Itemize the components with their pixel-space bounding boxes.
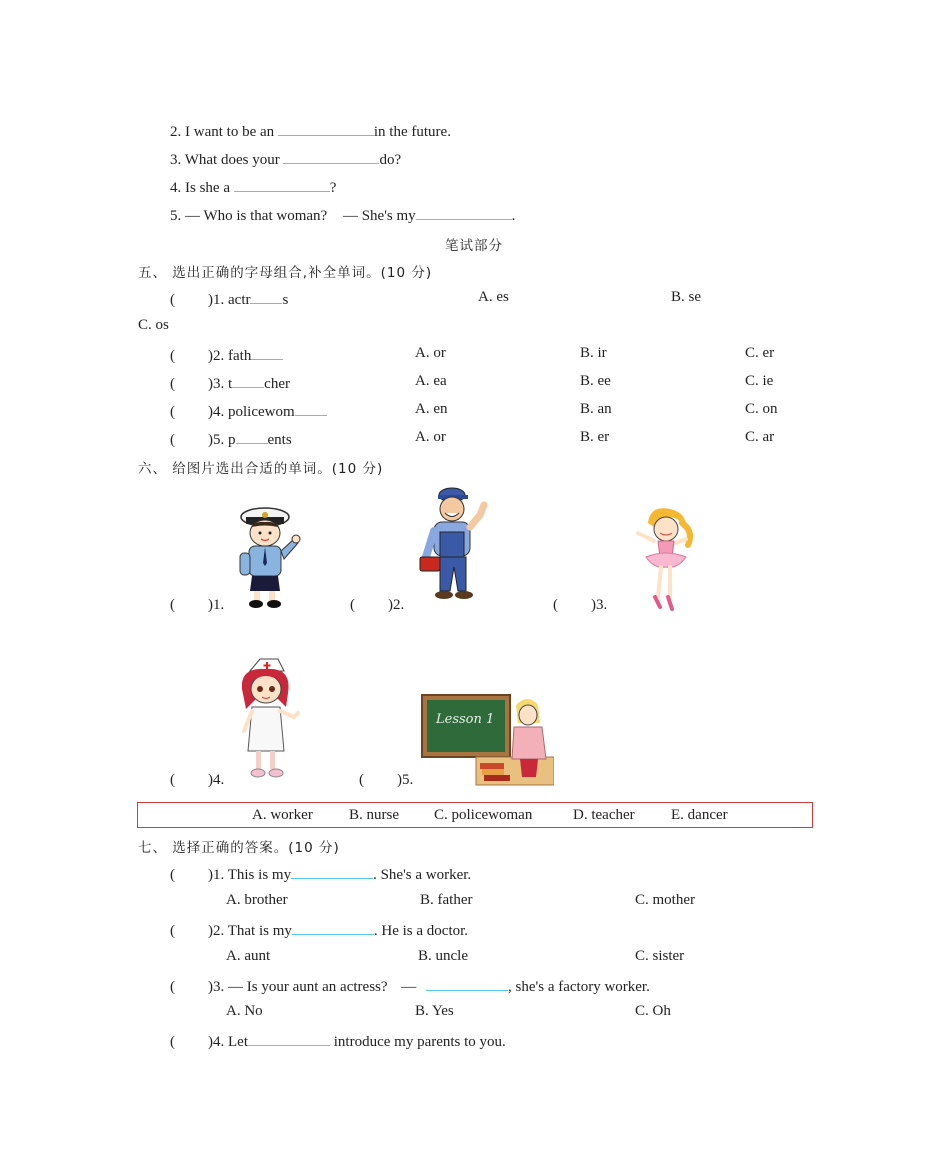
s7-q3-blank[interactable] bbox=[426, 976, 508, 991]
section7-heading: 七、 选择正确的答案。(10 分) bbox=[138, 840, 340, 856]
s6-q1: ( )1. bbox=[170, 597, 225, 613]
s5-item-3-option-b[interactable]: B. ee bbox=[580, 373, 611, 389]
s7-q3: ( )3. — Is your aunt an actress? — , she's a factory worker. bbox=[170, 976, 650, 996]
fill-q3-text: 3. What does your bbox=[170, 152, 284, 168]
s5-item-4-option-c[interactable]: C. on bbox=[745, 401, 778, 417]
fill-q2-text: 2. I want to be an bbox=[170, 124, 278, 140]
fill-q3 bbox=[170, 149, 401, 169]
fill-q3-tail: do? bbox=[379, 152, 402, 168]
s6-q3: ( )3. bbox=[553, 597, 608, 613]
s5-item-3-option-c[interactable]: C. ie bbox=[745, 373, 774, 389]
s7-q3-option-a[interactable]: A. No bbox=[226, 1003, 263, 1019]
option-worker: A. worker bbox=[252, 807, 313, 823]
fill-q2 bbox=[170, 121, 451, 141]
s7-q1-option-b[interactable]: B. father bbox=[420, 892, 473, 908]
s7-q1-option-c[interactable]: C. mother bbox=[635, 892, 695, 908]
s5-item-1-option-b[interactable]: B. se bbox=[671, 289, 701, 305]
s7-q2-option-c[interactable]: C. sister bbox=[635, 948, 685, 964]
option-policewoman: C. policewoman bbox=[434, 807, 533, 823]
fill-q5-text: 5. — Who is that woman? bbox=[170, 208, 328, 224]
teacher-illustration bbox=[420, 693, 554, 787]
s7-q3-option-b[interactable]: B. Yes bbox=[415, 1003, 454, 1019]
s5-item-2: ( )2. fath bbox=[170, 345, 283, 365]
s6-q4: ( )4. bbox=[170, 772, 225, 788]
s5-item-3-option-a[interactable]: A. ea bbox=[415, 373, 447, 389]
policewoman-illustration bbox=[232, 503, 304, 613]
fill-q2-blank[interactable] bbox=[278, 121, 374, 136]
s5-item-4-option-a[interactable]: A. en bbox=[415, 401, 448, 417]
s5-item-5-option-c[interactable]: C. ar bbox=[745, 429, 775, 445]
s7-q2: ( )2. That is my . He is a doctor. bbox=[170, 920, 468, 940]
s7-q4: ( )4. Let introduce my parents to you. bbox=[170, 1031, 506, 1051]
fill-q5-mid: She's my bbox=[357, 208, 416, 224]
nurse-illustration bbox=[236, 655, 304, 783]
written-part-title: 笔试部分 bbox=[445, 238, 503, 254]
s5-item-5: ( )5. p ents bbox=[170, 429, 292, 449]
s5-item-2-blank[interactable] bbox=[251, 345, 283, 360]
fill-q4-blank[interactable] bbox=[234, 177, 330, 192]
section5-heading: 五、 选出正确的字母组合,补全单词。(10 分) bbox=[138, 265, 433, 281]
option-nurse: B. nurse bbox=[349, 807, 399, 823]
fill-q5-tail: . bbox=[511, 208, 516, 224]
s7-q4-blank[interactable] bbox=[248, 1031, 330, 1046]
fill-q5-dash: — bbox=[342, 208, 358, 224]
s7-q2-option-a[interactable]: A. aunt bbox=[226, 948, 271, 964]
fill-q4-text: 4. Is she a bbox=[170, 180, 234, 196]
s6-q5: ( )5. bbox=[359, 772, 414, 788]
s5-item-1: ( )1. actr s bbox=[170, 289, 288, 309]
fill-q5 bbox=[170, 205, 515, 225]
section6-heading: 六、 给图片选出合适的单词。(10 分) bbox=[138, 461, 384, 477]
fill-q4 bbox=[170, 177, 336, 197]
s7-q2-blank[interactable] bbox=[292, 920, 374, 935]
fill-q3-blank[interactable] bbox=[283, 149, 379, 164]
s5-item-2-option-a[interactable]: A. or bbox=[415, 345, 446, 361]
s6-q2: ( )2. bbox=[350, 597, 405, 613]
s7-q2-option-b[interactable]: B. uncle bbox=[418, 948, 468, 964]
fill-q4-tail: ? bbox=[329, 180, 337, 196]
s5-item-3: ( )3. t cher bbox=[170, 373, 290, 393]
s5-item-5-blank[interactable] bbox=[236, 429, 268, 444]
option-teacher: D. teacher bbox=[573, 807, 635, 823]
fill-q5-blank[interactable] bbox=[416, 205, 512, 220]
s5-item-1-option-a[interactable]: A. es bbox=[478, 289, 509, 305]
s5-item-2-option-c[interactable]: C. er bbox=[745, 345, 775, 361]
dancer-illustration bbox=[628, 505, 696, 613]
option-dancer: E. dancer bbox=[671, 807, 728, 823]
worker-illustration bbox=[418, 487, 490, 603]
s5-item-4-option-b[interactable]: B. an bbox=[580, 401, 612, 417]
chalkboard-text: Lesson 1 bbox=[436, 712, 495, 727]
s5-item-1-blank[interactable] bbox=[250, 289, 282, 304]
fill-q2-tail: in the future. bbox=[373, 124, 451, 140]
s7-q1: ( )1. This is my . She's a worker. bbox=[170, 864, 471, 884]
s5-item-2-option-b[interactable]: B. ir bbox=[580, 345, 607, 361]
s5-item-4: ( )4. policewom bbox=[170, 401, 327, 421]
s5-item-4-blank[interactable] bbox=[295, 401, 327, 416]
s7-q1-option-a[interactable]: A. brother bbox=[226, 892, 288, 908]
s5-item-5-option-b[interactable]: B. er bbox=[580, 429, 610, 445]
s5-item-1-option-c[interactable]: C. os bbox=[138, 317, 169, 333]
s5-item-5-option-a[interactable]: A. or bbox=[415, 429, 446, 445]
s5-item-3-blank[interactable] bbox=[232, 373, 264, 388]
s7-q1-blank[interactable] bbox=[291, 864, 373, 879]
s7-q3-option-c[interactable]: C. Oh bbox=[635, 1003, 671, 1019]
